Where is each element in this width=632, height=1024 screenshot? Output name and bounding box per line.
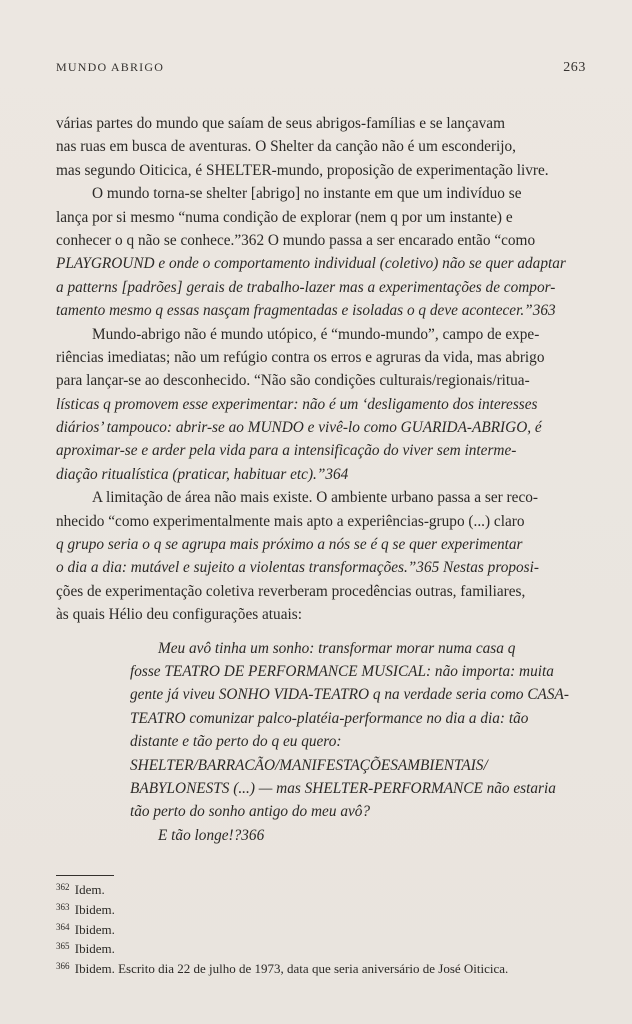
footnote-number: 365: [56, 941, 70, 952]
page-header: [56, 60, 586, 78]
footnote: [56, 878, 586, 898]
quote-line: Meu avô tinha um sonho: transformar morar numa casa q: [158, 639, 516, 657]
quote-line: SHELTER/BARRACÃO/MANIFESTAÇÕESAMBIENTAIS/: [130, 756, 488, 774]
body-line: diários’ tampouco: abrir-se ao MUNDO e vivê-lo como GUARIDA-ABRIGO, é: [56, 419, 542, 437]
body-line: PLAYGROUND e onde o comportamento individual (coletivo) não se quer adaptar: [56, 255, 566, 273]
body-line: nhecido “como experimentalmente mais apto a experiências-grupo (...) claro: [56, 512, 525, 530]
body-line: a patterns [padrões] gerais de trabalho-lazer mas a experimentações de compor-: [56, 278, 556, 296]
body-line: várias partes do mundo que saíam de seus abrigos-famílias e se lançavam: [56, 115, 505, 132]
footnote-separator: [56, 875, 114, 876]
quote-line: E tão longe!?366: [158, 826, 265, 844]
body-line: às quais Hélio deu configurações atuais:: [56, 606, 302, 624]
body-line: ções de experimentação coletiva reverberam procedências outras, familiares,: [56, 582, 526, 600]
footnote-number: 362: [56, 882, 70, 892]
footnote-text: Ibidem.: [74, 901, 115, 917]
footnote-text: Ibidem. Escrito dia 22 de julho de 1973, data que seria aniversário de José Oiticica.: [74, 961, 509, 977]
footnote-number: 364: [56, 921, 70, 932]
quote-line: gente já viveu SONHO VIDA-TEATRO q na verdade seria como CASA-: [130, 686, 569, 704]
quote-gap: [56, 627, 586, 637]
footnotes: [56, 878, 586, 977]
body-line: o dia a dia: mutável e sujeito a violentas transformações.”365 Nestas proposi-: [56, 559, 539, 577]
body-line: tamento mesmo q essas nasçam fragmentadas e isoladas o q deve acontecer.”363: [56, 302, 556, 320]
body-line: mas segundo Oiticica, é SHELTER-mundo, proposição de experimentação livre.: [56, 161, 549, 179]
body-line: A limitação de área não mais existe. O ambiente urbano passa a ser reco-: [92, 489, 538, 507]
body-line: lísticas q promovem esse experimentar: não é um ‘desligamento dos interesses: [56, 395, 538, 413]
footnote-text: Ibidem.: [74, 941, 115, 957]
body-line: para lançar-se ao desconhecido. “Não são condições culturais/regionais/ritua-: [56, 372, 530, 390]
footnote-number: 366: [56, 961, 70, 972]
body-line: diação ritualística (praticar, habituar etc).”364: [56, 465, 349, 483]
footnote-text: Ibidem.: [74, 921, 115, 937]
footnote-text: Idem.: [74, 882, 105, 897]
quote-line: BABYLONESTS (...) — mas SHELTER-PERFORMANCE não estaria: [130, 779, 556, 797]
body-text: [56, 112, 586, 847]
body-line: lança por si mesmo “numa condição de explorar (nem q por um instante) e: [56, 208, 513, 226]
body-line: O mundo torna-se shelter [abrigo] no instante em que um indivíduo se: [92, 185, 522, 203]
body-line: aproximar-se e arder pela vida para a intensificação do viver sem interme-: [56, 442, 517, 460]
body-line: q grupo seria o q se agrupa mais próximo a nós se é q se quer experimentar: [56, 536, 523, 554]
footnote: [56, 937, 586, 957]
footnote: [56, 898, 586, 918]
body-line: conhecer o q não se conhece.”362 O mundo passa a ser encarado então “como: [56, 231, 536, 249]
body-line: nas ruas em busca de aventuras. O Shelter da canção não é um esconderijo,: [56, 138, 517, 156]
footnote-number: 363: [56, 901, 70, 912]
quote-line: tão perto do sonho antigo do meu avô?: [130, 803, 371, 821]
page-number: 263: [563, 60, 586, 75]
running-title: MUNDO ABRIGO: [56, 60, 165, 74]
quote-line: distante e tão perto do q eu quero:: [130, 733, 342, 751]
quote-line: TEATRO comunizar palco-platéia-performance no dia a dia: tão: [130, 709, 529, 727]
footnote: [56, 918, 586, 938]
footnote: [56, 957, 586, 977]
body-line: Mundo-abrigo não é mundo utópico, é “mundo-mundo”, campo de expe-: [92, 325, 540, 343]
quote-line: fosse TEATRO DE PERFORMANCE MUSICAL: não importa: muita: [130, 662, 554, 680]
body-line: riências imediatas; não um refúgio contra os erros e agruras da vida, mas abrigo: [56, 348, 545, 366]
